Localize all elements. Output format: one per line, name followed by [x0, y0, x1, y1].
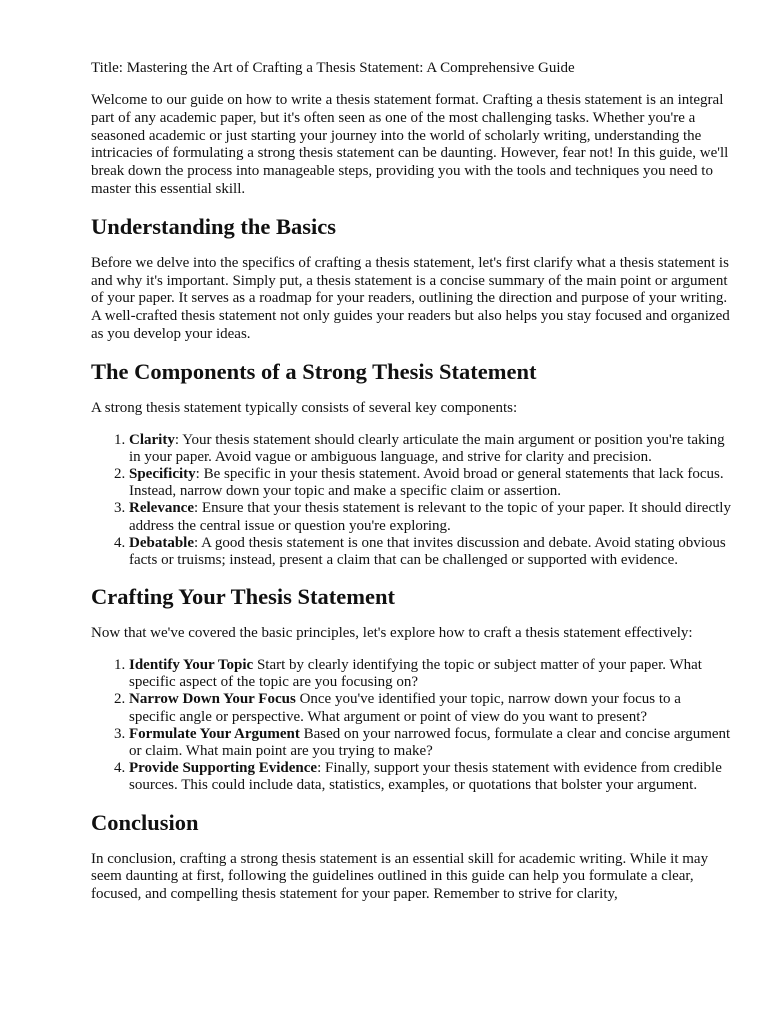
components-intro: A strong thesis statement typically consists of several key components: — [91, 399, 518, 416]
item-text: : Ensure that your thesis statement is relevant to the topic of your paper. It should directly address the central issue or question you're exploring. — [129, 500, 731, 534]
list-item — [129, 466, 731, 500]
list-item — [129, 500, 731, 534]
item-text: : Be specific in your thesis statement. Avoid broad or general statements that lack focus. Instead, narrow down your topic and make a specific claim or assertion. — [129, 465, 724, 500]
item-term: Formulate Your Argument — [129, 725, 300, 742]
item-term: Relevance — [129, 500, 194, 517]
components-list — [91, 432, 731, 570]
item-text: : Finally, support your thesis statement with evidence from credible sources. This could include data, statistics, examples, or quotations that bolster your argument. — [129, 760, 722, 794]
basics-paragraph: Before we delve into the specifics of crafting a thesis statement, let's first clarify what a thesis statement is and why it's important. Simply put, a thesis statement is a concise summary of the main point or argument of your paper. It serves as a roadmap for your readers, outlining the direction and purpose of your writing. A well-crafted thesis statement not only guides your readers but also helps you stay focused and organized as you develop your ideas. — [91, 254, 730, 342]
item-text: : A good thesis statement is one that invites discussion and debate. Avoid stating obvious facts or truisms; instead, present a claim that can be challenged or supported with evidence. — [129, 534, 726, 568]
list-item — [129, 657, 731, 691]
list-item — [129, 760, 731, 794]
conclusion-paragraph: In conclusion, crafting a strong thesis statement is an essential skill for academic writing. While it may seem daunting at first, following the guidelines outlined in this guide can help you formulate a clear, focused, and compelling thesis statement for your paper. Remember to strive for clarity, — [91, 850, 709, 903]
list-item — [129, 726, 731, 760]
list-item — [129, 535, 731, 569]
item-term: Identify Your Topic — [129, 656, 254, 673]
item-text: : Your thesis statement should clearly articulate the main argument or position you're taking in your paper. Avoid vague or ambiguous language, and strive for clarity and precision. — [129, 431, 725, 465]
item-term: Clarity — [129, 431, 175, 448]
item-term: Debatable — [129, 534, 194, 551]
item-text: Start by clearly identifying the topic or subject matter of your paper. What specific aspect of the topic are you focusing on? — [129, 656, 702, 691]
heading-components: The Components of a Strong Thesis Statement — [91, 358, 537, 384]
item-text: Based on your narrowed focus, formulate a clear and concise argument or claim. What main point are you trying to make? — [129, 725, 731, 759]
crafting-list — [91, 657, 731, 795]
heading-crafting: Crafting Your Thesis Statement — [91, 584, 395, 610]
heading-conclusion: Conclusion — [91, 809, 199, 835]
document-title: Title: Mastering the Art of Crafting a Thesis Statement: A Comprehensive Guide — [91, 60, 575, 76]
item-text: Once you've identified your topic, narrow down your focus to a specific angle or perspective. What argument or point of view do you want to present? — [129, 691, 681, 725]
list-item — [129, 691, 731, 725]
list-item — [129, 432, 731, 466]
item-term: Narrow Down Your Focus — [129, 691, 296, 708]
crafting-intro: Now that we've covered the basic principles, let's explore how to craft a thesis statement effectively: — [91, 625, 693, 642]
item-term: Specificity — [129, 465, 196, 482]
item-term: Provide Supporting Evidence — [129, 760, 318, 777]
intro-paragraph: Welcome to our guide on how to write a thesis statement format. Crafting a thesis statement is an integral part of any academic paper, but it's often seen as one of the most challenging tasks. Whether you're a seasoned academic or just starting your journey into the world of scholarly writing, understanding the intricacies of formulating a strong thesis statement can be daunting. However, fear not! In this guide, we'll break down the process into manageable steps, providing you with the tools and techniques you need to master this essential skill. — [91, 92, 729, 197]
document-page — [91, 58, 731, 918]
heading-understanding-basics: Understanding the Basics — [91, 213, 337, 239]
